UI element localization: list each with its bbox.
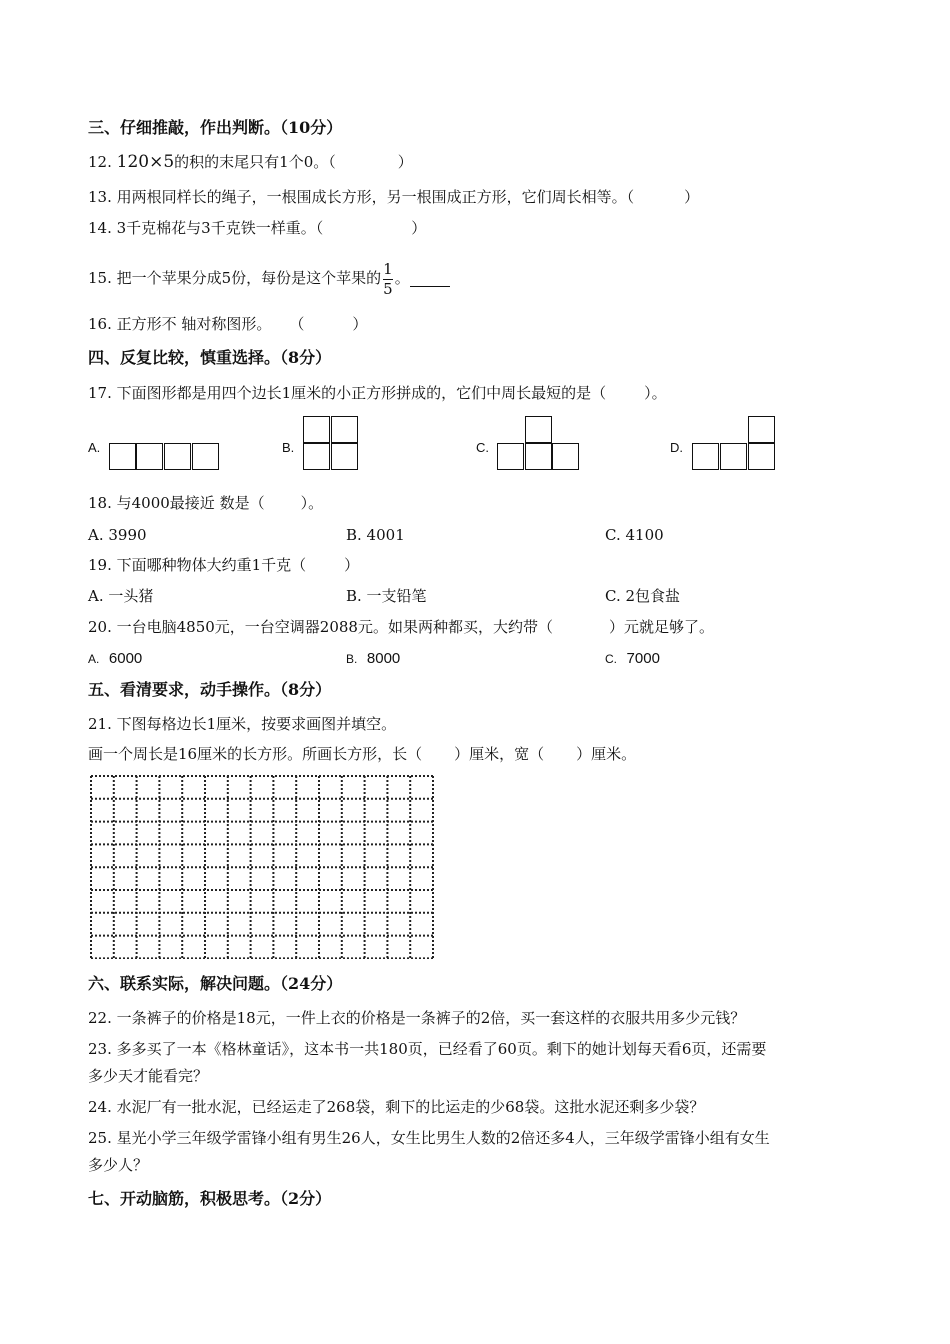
section-5-title: 五、看清要求，动手操作。（8分） bbox=[88, 680, 332, 699]
question-13 bbox=[88, 187, 699, 207]
fraction-one-fifth bbox=[383, 261, 393, 298]
question-25-line1: 25. 星光小学三年级学雷锋小组有男生26人，女生比男生人数的2倍还多4人，三年级学雷锋小组有女生 bbox=[88, 1129, 770, 1147]
question-21-task bbox=[88, 744, 636, 764]
q15-text: 15. 把一个苹果分成5份，每份是这个苹果的 bbox=[88, 269, 382, 287]
q14-close: ） bbox=[411, 219, 427, 237]
question-21: 21. 下图每格边长1厘米，按要求画图并填空。 bbox=[88, 715, 397, 733]
question-16 bbox=[88, 314, 367, 334]
question-23-line1: 23. 多多买了一本《格林童话》，这本书一共180页，已经看了60页。剩下的她计划每天看6页，还需要 bbox=[88, 1040, 767, 1058]
fraction-denominator: 5 bbox=[383, 279, 393, 298]
q12-number: 12. bbox=[88, 153, 112, 171]
q17-text: 17. 下面图形都是用四个边长1厘米的小正方形拼成的，它们中周长最短的是（ bbox=[88, 384, 607, 402]
q19-close: ） bbox=[344, 556, 360, 574]
question-19 bbox=[88, 555, 359, 575]
q20-option-a[interactable] bbox=[88, 648, 142, 669]
q12-close: ） bbox=[397, 153, 413, 171]
q18-option-b[interactable]: B. 4001 bbox=[346, 526, 405, 544]
option-a-label[interactable]: A. bbox=[88, 440, 101, 455]
q19-option-c[interactable]: C. 2包食盐 bbox=[605, 587, 681, 605]
q19-option-a[interactable]: A. 一头猪 bbox=[88, 587, 154, 605]
question-25-line2: 多少人？ bbox=[88, 1156, 149, 1174]
question-12 bbox=[88, 152, 413, 172]
q21-task-part3: ）厘米。 bbox=[576, 745, 637, 763]
question-14 bbox=[88, 218, 426, 238]
section-3-title: 三、仔细推敲，作出判断。（10分） bbox=[88, 118, 343, 137]
question-20 bbox=[88, 617, 714, 637]
q20-option-c-letter: C. bbox=[605, 652, 617, 666]
q15-tail: 。 bbox=[394, 269, 410, 287]
q16-text: 16. 正方形不 轴对称图形。 bbox=[88, 315, 272, 333]
question-18 bbox=[88, 493, 323, 513]
q20-option-b-letter: B. bbox=[346, 652, 358, 666]
section-7-title: 七、开动脑筋，积极思考。（2分） bbox=[88, 1189, 332, 1208]
q20-close: ）元就足够了。 bbox=[608, 618, 714, 636]
q20-option-c-value: 7000 bbox=[626, 650, 660, 667]
q20-option-a-value: 6000 bbox=[108, 650, 143, 667]
q19-option-b[interactable]: B. 一支铅笔 bbox=[346, 587, 427, 605]
question-15 bbox=[88, 248, 450, 308]
q20-option-b[interactable] bbox=[346, 648, 400, 669]
q16-open: （ bbox=[289, 315, 305, 333]
q18-close: ）。 bbox=[300, 494, 324, 512]
q21-task-part1: 画一个周长是16厘米的长方形。所画长方形，长（ bbox=[88, 745, 423, 763]
q17-close: ）。 bbox=[644, 384, 667, 402]
q20-option-b-value: 8000 bbox=[366, 650, 401, 667]
section-6-title: 六、联系实际，解决问题。（24分） bbox=[88, 974, 343, 993]
option-c-label[interactable]: C. bbox=[476, 440, 489, 455]
fraction-numerator: 1 bbox=[383, 259, 393, 278]
q18-option-c[interactable]: C. 4100 bbox=[605, 526, 664, 544]
q21-task-part2: ）厘米，宽（ bbox=[454, 745, 545, 763]
q20-option-a-letter: A. bbox=[88, 652, 100, 666]
answer-blank-15[interactable] bbox=[410, 272, 450, 287]
q16-close: ） bbox=[352, 315, 368, 333]
q20-option-c[interactable] bbox=[605, 648, 660, 669]
q18-option-a[interactable]: A. 3990 bbox=[88, 526, 147, 544]
q13-text: 13. 用两根同样长的绳子，一根围成长方形，另一根围成正方形，它们周长相等。（ bbox=[88, 188, 635, 206]
q12-expression: 120×5 bbox=[116, 152, 175, 172]
q18-text: 18. 与4000最接近 数是（ bbox=[88, 494, 265, 512]
question-17 bbox=[88, 383, 667, 403]
q20-text: 20. 一台电脑4850元，一台空调器2088元。如果两种都买，大约带（ bbox=[88, 618, 553, 636]
q14-text: 14. 3千克棉花与3千克铁一样重。（ bbox=[88, 219, 324, 237]
question-22: 22. 一条裤子的价格是18元，一件上衣的价格是一条裤子的2倍，买一套这样的衣服共用多少元钱？ bbox=[88, 1009, 746, 1027]
option-b-label[interactable]: B. bbox=[282, 440, 295, 455]
option-d-label[interactable]: D. bbox=[670, 440, 683, 455]
question-24: 24. 水泥厂有一批水泥，已经运走了268袋，剩下的比运走的少68袋。这批水泥还剩多少袋？ bbox=[88, 1098, 705, 1116]
dotted-grid[interactable] bbox=[90, 775, 516, 959]
q13-close: ） bbox=[684, 188, 700, 206]
question-23-line2: 多少天才能看完？ bbox=[88, 1067, 209, 1085]
q19-text: 19. 下面哪种物体大约重1千克（ bbox=[88, 556, 307, 574]
q12-text: 的积的末尾只有1个0。（ bbox=[174, 153, 336, 171]
section-4-title: 四、反复比较，慎重选择。（8分） bbox=[88, 348, 332, 367]
